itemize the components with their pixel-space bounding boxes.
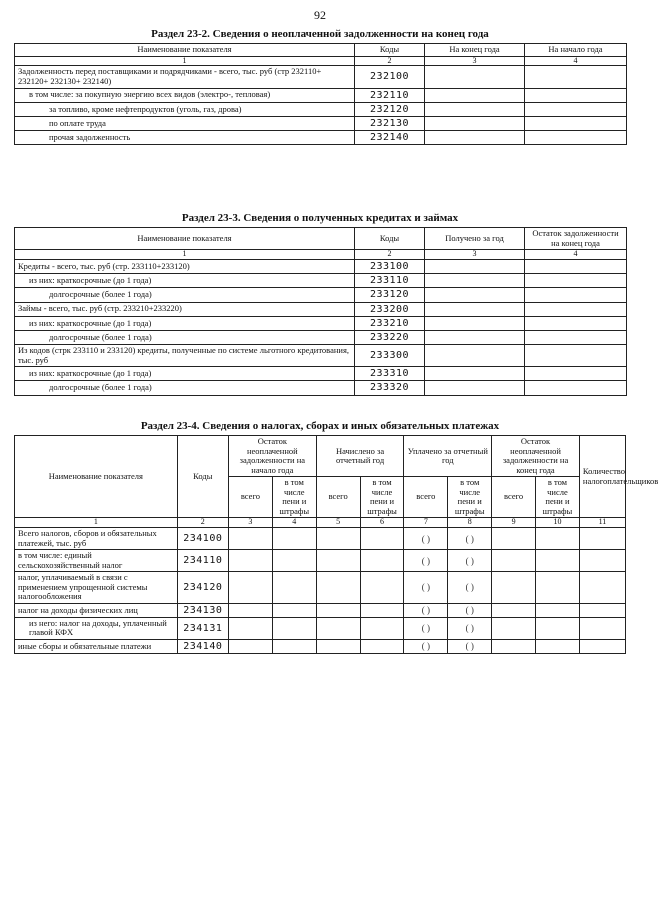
value-cell[interactable]	[360, 639, 404, 653]
value-cell[interactable]	[525, 274, 627, 288]
header-accrued: Начислено за отчетный год	[316, 436, 404, 477]
section-23-4	[14, 420, 658, 654]
value-cell[interactable]	[360, 550, 404, 572]
row-label: долгосрочные (более 1 года)	[15, 288, 355, 302]
row-code: 234110	[177, 550, 228, 572]
row-label: долгосрочные (более 1 года)	[15, 330, 355, 344]
column-number: 3	[228, 518, 272, 528]
value-cell[interactable]	[536, 617, 580, 639]
row-code: 232140	[355, 131, 425, 145]
header-outstanding: Остаток задолженности на конец года	[525, 228, 627, 250]
header-opening-balance: Остаток неоплаченной задолженности на начало года	[228, 436, 316, 477]
row-code: 233300	[355, 345, 425, 367]
table-row	[15, 603, 626, 617]
value-cell[interactable]	[228, 572, 272, 604]
row-label: из него: налог на доходы, уплаченный главой КФХ	[15, 617, 178, 639]
row-code: 233120	[355, 288, 425, 302]
header-start-of-year: На начало года	[525, 44, 627, 57]
header-codes: Коды	[355, 228, 425, 250]
value-cell[interactable]	[525, 102, 627, 116]
value-cell[interactable]	[425, 345, 525, 367]
table-row	[15, 88, 627, 102]
table-row	[15, 528, 626, 550]
paid-value-cell[interactable]: ( )	[448, 617, 492, 639]
table-row	[15, 274, 627, 288]
value-cell[interactable]	[272, 528, 316, 550]
value-cell[interactable]	[360, 528, 404, 550]
table-row	[15, 259, 627, 273]
header-total: всего	[492, 477, 536, 518]
value-cell[interactable]	[525, 330, 627, 344]
column-number: 2	[177, 518, 228, 528]
row-label: по оплате труда	[15, 116, 355, 130]
header-codes: Коды	[355, 44, 425, 57]
value-cell[interactable]	[316, 603, 360, 617]
value-cell[interactable]	[272, 550, 316, 572]
value-cell[interactable]	[425, 88, 525, 102]
value-cell[interactable]	[425, 330, 525, 344]
value-cell[interactable]	[536, 572, 580, 604]
value-cell[interactable]	[316, 528, 360, 550]
paid-value-cell[interactable]: ( )	[404, 603, 448, 617]
column-number: 4	[272, 518, 316, 528]
section-23-2-title: Раздел 23-2. Сведения о неоплаченной задолженности на конец года	[151, 28, 489, 40]
row-code: 233200	[355, 302, 425, 316]
column-number: 10	[536, 518, 580, 528]
value-cell[interactable]	[579, 639, 625, 653]
row-code: 233320	[355, 381, 425, 395]
paid-value-cell[interactable]: ( )	[448, 572, 492, 604]
table-row	[15, 550, 626, 572]
table-row	[15, 381, 627, 395]
header-closing-balance: Остаток неоплаченной задолженности на конец года	[492, 436, 580, 477]
value-cell[interactable]	[425, 381, 525, 395]
section-23-4-title: Раздел 23-4. Сведения о налогах, сборах и иных обязательных платежах	[140, 420, 500, 432]
column-number: 4	[525, 56, 627, 66]
value-cell[interactable]	[579, 572, 625, 604]
value-cell[interactable]	[228, 617, 272, 639]
value-cell[interactable]	[228, 603, 272, 617]
value-cell[interactable]	[525, 367, 627, 381]
value-cell[interactable]	[525, 381, 627, 395]
paid-value-cell[interactable]: ( )	[448, 603, 492, 617]
value-cell[interactable]	[579, 550, 625, 572]
table-row	[15, 66, 627, 88]
value-cell[interactable]	[425, 302, 525, 316]
value-cell[interactable]	[316, 572, 360, 604]
value-cell[interactable]	[425, 66, 525, 88]
row-label: из них: краткосрочные (до 1 года)	[15, 274, 355, 288]
value-cell[interactable]	[425, 288, 525, 302]
header-indicator-name: Наименование показателя	[15, 436, 178, 518]
value-cell[interactable]	[492, 572, 536, 604]
table-row	[15, 288, 627, 302]
value-cell[interactable]	[228, 639, 272, 653]
section-23-3	[14, 212, 626, 396]
value-cell[interactable]	[525, 345, 627, 367]
column-number: 7	[404, 518, 448, 528]
value-cell[interactable]	[579, 603, 625, 617]
row-code: 232120	[355, 102, 425, 116]
row-label: Займы - всего, тыс. руб (стр. 233210+233220)	[15, 302, 355, 316]
table-row	[15, 345, 627, 367]
row-label: в том числе: за покупную энергию всех видов (электро-, тепловая)	[15, 88, 355, 102]
value-cell[interactable]	[425, 102, 525, 116]
table-row	[15, 131, 627, 145]
row-code: 232130	[355, 116, 425, 130]
row-label: долгосрочные (более 1 года)	[15, 381, 355, 395]
value-cell[interactable]	[272, 639, 316, 653]
column-number: 8	[448, 518, 492, 528]
value-cell[interactable]	[579, 617, 625, 639]
row-code: 232110	[355, 88, 425, 102]
row-label: иные сборы и обязательные платежи	[15, 639, 178, 653]
value-cell[interactable]	[316, 550, 360, 572]
column-number: 9	[492, 518, 536, 528]
value-cell[interactable]	[425, 274, 525, 288]
table-row	[15, 367, 627, 381]
value-cell[interactable]	[360, 617, 404, 639]
header-penalties: в том числе пени и штрафы	[536, 477, 580, 518]
value-cell[interactable]	[425, 316, 525, 330]
row-label: Кредиты - всего, тыс. руб (стр. 233110+233120)	[15, 259, 355, 273]
table-row	[15, 302, 627, 316]
section-23-2	[14, 28, 626, 145]
row-label: Из кодов (стрк 233110 и 233120) кредиты, полученные по системе льготного кредитования, тыс. руб	[15, 345, 355, 367]
value-cell[interactable]	[525, 259, 627, 273]
value-cell[interactable]	[492, 639, 536, 653]
column-number: 1	[15, 250, 355, 260]
row-label: из них: краткосрочные (до 1 года)	[15, 367, 355, 381]
value-cell[interactable]	[425, 367, 525, 381]
taxes-table	[14, 435, 658, 654]
paid-value-cell[interactable]: ( )	[404, 639, 448, 653]
row-code: 234120	[177, 572, 228, 604]
row-code: 233310	[355, 367, 425, 381]
value-cell[interactable]	[360, 603, 404, 617]
paid-value-cell[interactable]: ( )	[404, 617, 448, 639]
loans-table	[14, 227, 627, 396]
column-number: 1	[15, 518, 178, 528]
paid-value-cell[interactable]: ( )	[404, 572, 448, 604]
row-code: 232100	[355, 66, 425, 88]
value-cell[interactable]	[536, 603, 580, 617]
value-cell[interactable]	[525, 66, 627, 88]
header-paid: Уплачено за отчетный год	[404, 436, 492, 477]
header-taxpayer-count: Количество налогоплательщиков	[579, 436, 625, 518]
value-cell[interactable]	[525, 131, 627, 145]
value-cell[interactable]	[316, 639, 360, 653]
header-indicator-name: Наименование показателя	[15, 44, 355, 57]
table-row	[15, 572, 626, 604]
row-label: налог, уплачиваемый в связи с применением упрощенной системы налогообложения	[15, 572, 178, 604]
column-number: 2	[355, 250, 425, 260]
value-cell[interactable]	[536, 528, 580, 550]
row-code: 234131	[177, 617, 228, 639]
header-end-of-year: На конец года	[425, 44, 525, 57]
value-cell[interactable]	[425, 116, 525, 130]
header-total: всего	[316, 477, 360, 518]
value-cell[interactable]	[492, 603, 536, 617]
header-penalties: в том числе пени и штрафы	[448, 477, 492, 518]
row-code: 233210	[355, 316, 425, 330]
row-label: Задолженность перед поставщиками и подрядчиками - всего, тыс. руб (стр 232110+ 232120+ 232130+ 232140)	[15, 66, 355, 88]
value-cell[interactable]	[525, 288, 627, 302]
row-label: в том числе: единый сельскохозяйственный налог	[15, 550, 178, 572]
header-received: Получено за год	[425, 228, 525, 250]
table-row	[15, 102, 627, 116]
value-cell[interactable]	[425, 259, 525, 273]
column-number: 5	[316, 518, 360, 528]
value-cell[interactable]	[228, 528, 272, 550]
header-total: всего	[228, 477, 272, 518]
row-code: 233100	[355, 259, 425, 273]
row-label: налог на доходы физических лиц	[15, 603, 178, 617]
value-cell[interactable]	[272, 603, 316, 617]
header-total: всего	[404, 477, 448, 518]
header-indicator-name: Наименование показателя	[15, 228, 355, 250]
value-cell[interactable]	[492, 617, 536, 639]
value-cell[interactable]	[228, 550, 272, 572]
column-number: 3	[425, 250, 525, 260]
value-cell[interactable]	[579, 528, 625, 550]
table-row	[15, 617, 626, 639]
column-number: 4	[525, 250, 627, 260]
column-number: 2	[355, 56, 425, 66]
paid-value-cell[interactable]: ( )	[404, 528, 448, 550]
table-row	[15, 639, 626, 653]
value-cell[interactable]	[316, 617, 360, 639]
paid-value-cell[interactable]: ( )	[448, 528, 492, 550]
table-row	[15, 316, 627, 330]
value-cell[interactable]	[360, 572, 404, 604]
column-number: 11	[579, 518, 625, 528]
row-code: 233220	[355, 330, 425, 344]
paid-value-cell[interactable]: ( )	[448, 639, 492, 653]
column-number: 6	[360, 518, 404, 528]
header-codes: Коды	[177, 436, 228, 518]
value-cell[interactable]	[492, 550, 536, 572]
header-penalties: в том числе пени и штрафы	[272, 477, 316, 518]
table-row	[15, 116, 627, 130]
header-penalties: в том числе пени и штрафы	[360, 477, 404, 518]
table-row	[15, 330, 627, 344]
value-cell[interactable]	[536, 550, 580, 572]
row-code: 234130	[177, 603, 228, 617]
column-number: 1	[15, 56, 355, 66]
value-cell[interactable]	[492, 528, 536, 550]
column-number: 3	[425, 56, 525, 66]
value-cell[interactable]	[536, 639, 580, 653]
row-code: 233110	[355, 274, 425, 288]
row-code: 234140	[177, 639, 228, 653]
row-label: Всего налогов, сборов и обязательных платежей, тыс. руб	[15, 528, 178, 550]
value-cell[interactable]	[425, 131, 525, 145]
paid-value-cell[interactable]: ( )	[404, 550, 448, 572]
unpaid-debt-table	[14, 43, 627, 145]
section-23-3-title: Раздел 23-3. Сведения о полученных кредитах и займах	[181, 212, 459, 224]
row-label: из них: краткосрочные (до 1 года)	[15, 316, 355, 330]
row-code: 234100	[177, 528, 228, 550]
value-cell[interactable]	[525, 88, 627, 102]
value-cell[interactable]	[525, 302, 627, 316]
page-number: 92	[314, 8, 326, 22]
row-label: за топливо, кроме нефтепродуктов (уголь, газ, дрова)	[15, 102, 355, 116]
value-cell[interactable]	[272, 617, 316, 639]
paid-value-cell[interactable]: ( )	[448, 550, 492, 572]
value-cell[interactable]	[525, 116, 627, 130]
value-cell[interactable]	[525, 316, 627, 330]
value-cell[interactable]	[272, 572, 316, 604]
row-label: прочая задолженность	[15, 131, 355, 145]
